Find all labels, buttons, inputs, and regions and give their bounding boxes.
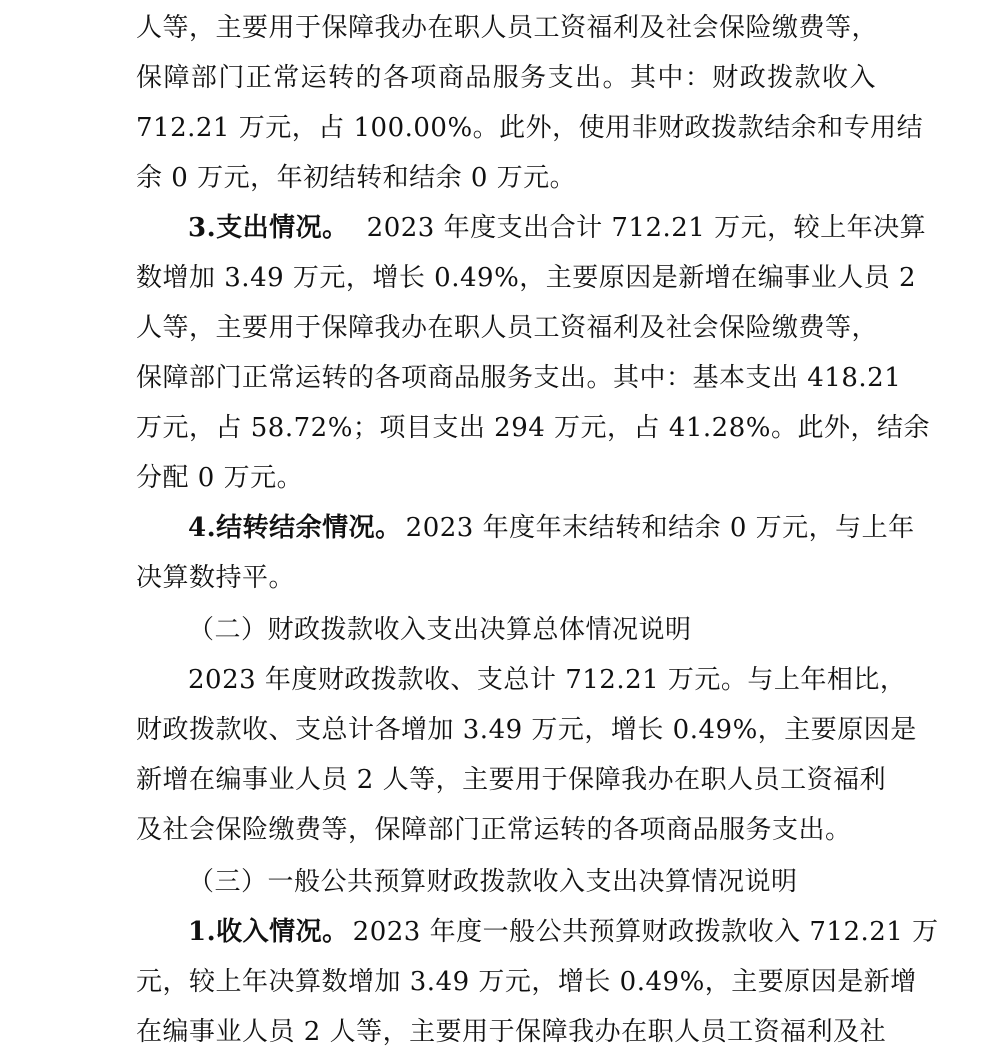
paragraph-line: 在编事业人员 2 人等，主要用于保障我办在职人员工资福利及社 <box>136 1017 887 1047</box>
paragraph-first-line <box>188 503 915 553</box>
paragraph-line: 人等，主要用于保障我办在职人员工资福利及社会保险缴费等， <box>136 313 879 343</box>
paragraph-line: 余 0 万元，年初结转和结余 0 万元。 <box>136 163 577 193</box>
paragraph-line: 决算数持平。 <box>136 563 296 593</box>
paragraph-line: 2023 年度财政拨款收、支总计 712.21 万元。与上年相比， <box>188 665 907 695</box>
paragraph-heading: 1.收入情况。 <box>188 917 349 947</box>
paragraph-line: 财政拨款收、支总计各增加 3.49 万元，增长 0.49%，主要原因是 <box>136 715 917 745</box>
paragraph-line: 保障部门正常运转的各项商品服务支出。其中：财政拨款收入 <box>136 63 876 93</box>
paragraph-line: 新增在编事业人员 2 人等，主要用于保障我办在职人员工资福利 <box>136 765 887 795</box>
paragraph-line: 保障部门正常运转的各项商品服务支出。其中：基本支出 418.21 <box>136 363 902 393</box>
paragraph-line: 2023 年度年末结转和结余 0 万元，与上年 <box>405 513 915 543</box>
paragraph-heading: 4.结转结余情况。 <box>188 513 402 543</box>
section-title: （三）一般公共预算财政拨款收入支出决算情况说明 <box>188 867 798 897</box>
paragraph-first-line <box>188 203 927 253</box>
paragraph-line: 人等，主要用于保障我办在职人员工资福利及社会保险缴费等， <box>136 13 879 43</box>
paragraph-line: 及社会保险缴费等，保障部门正常运转的各项商品服务支出。 <box>136 815 852 845</box>
paragraph-line: 2023 年度一般公共预算财政拨款收入 712.21 万 <box>352 917 939 947</box>
paragraph-line: 元，较上年决算数增加 3.49 万元，增长 0.49%，主要原因是新增 <box>136 967 917 997</box>
paragraph-heading: 3.支出情况。 <box>188 213 349 243</box>
paragraph-line: 2023 年度支出合计 712.21 万元，较上年决算 <box>366 213 927 243</box>
section-title: （二）财政拨款收入支出决算总体情况说明 <box>188 615 692 645</box>
paragraph-line: 分配 0 万元。 <box>136 463 304 493</box>
paragraph-line: 数增加 3.49 万元，增长 0.49%，主要原因是新增在编事业人员 2 <box>136 263 917 293</box>
paragraph-line: 712.21 万元，占 100.00%。此外，使用非财政拨款结余和专用结 <box>136 113 924 143</box>
paragraph-first-line <box>188 907 939 957</box>
paragraph-line: 万元，占 58.72%；项目支出 294 万元，占 41.28%。此外，结余 <box>136 413 930 443</box>
